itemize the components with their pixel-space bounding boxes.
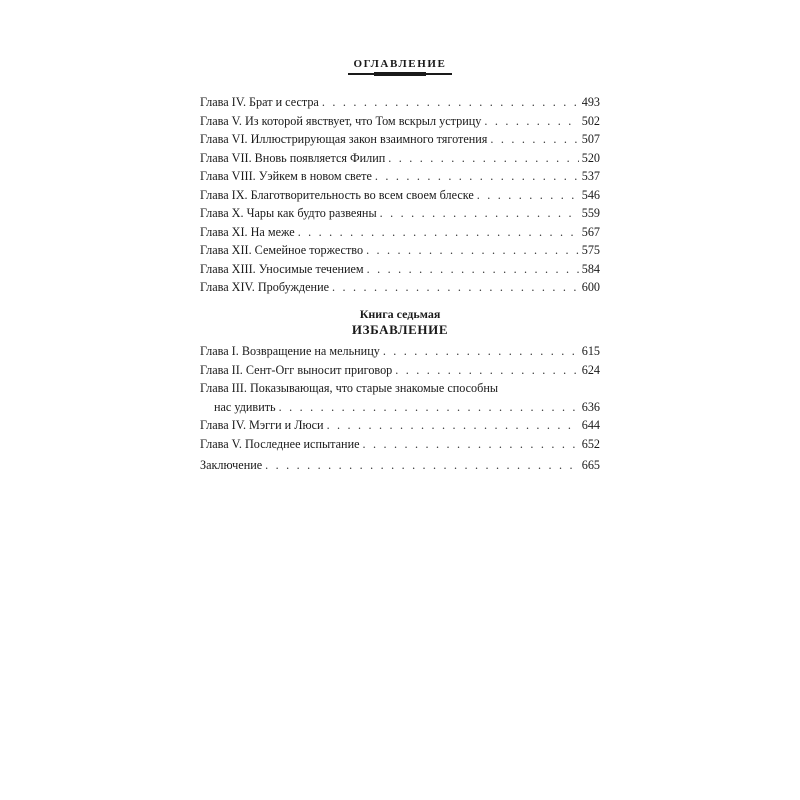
toc-entry-page: 567 xyxy=(581,224,600,239)
leader-dots xyxy=(366,241,579,260)
toc-entry[interactable] xyxy=(200,361,600,380)
toc-entry-page: 665 xyxy=(581,458,600,472)
toc-entry-title: Глава IV. Брат и сестра xyxy=(200,95,319,109)
book-label: Книга седьмая xyxy=(359,307,441,321)
toc-entry[interactable] xyxy=(200,149,600,168)
toc-entry-page: 546 xyxy=(581,187,600,202)
book-title: ИЗБАВЛЕНИЕ xyxy=(351,322,449,337)
toc-entry[interactable] xyxy=(200,130,600,149)
toc-entry[interactable] xyxy=(200,260,600,279)
toc-entry[interactable] xyxy=(200,435,600,454)
leader-dots xyxy=(395,361,578,380)
toc-entry-title: Глава II. Сент-Огг выносит приговор xyxy=(200,362,393,377)
toc-entry-title: Глава VII. Вновь появляется Филип xyxy=(200,150,386,165)
toc-entry[interactable] xyxy=(200,112,600,131)
toc-entry[interactable] xyxy=(200,204,600,223)
toc-entry-conclusion[interactable] xyxy=(200,456,600,475)
toc-entry-title: Заключение xyxy=(200,458,263,472)
toc-entry-page: 624 xyxy=(581,362,600,377)
toc-entry-title: Глава IV. Мэгги и Люси xyxy=(200,418,324,432)
toc-entry-page: 493 xyxy=(581,95,600,109)
toc-entry-title: Глава V. Последнее испытание xyxy=(200,436,360,451)
toc-entry-title: Глава XI. На меже xyxy=(200,224,295,239)
toc-entry-page: 615 xyxy=(581,344,600,358)
leader-dots xyxy=(322,93,579,112)
leader-dots xyxy=(383,342,579,361)
toc-list-book7 xyxy=(200,342,600,453)
leader-dots xyxy=(484,112,578,131)
toc-entry[interactable] xyxy=(200,223,600,242)
leader-dots xyxy=(388,149,578,168)
toc-entry[interactable] xyxy=(200,416,600,435)
toc-entry-title: Глава IX. Благотворительность во всем своем блеске xyxy=(200,187,474,202)
toc-entry-title: Глава III. Показывающая, что старые знакомые способны xyxy=(200,381,499,395)
running-head: ОГЛАВЛЕНИЕ xyxy=(353,58,447,70)
toc-entry-page: 507 xyxy=(581,132,600,146)
head-rule-ornament xyxy=(374,72,426,76)
toc-entry[interactable] xyxy=(200,241,600,260)
leader-dots xyxy=(265,456,579,475)
toc-entry-page: 502 xyxy=(581,113,600,128)
toc-entry-page: 652 xyxy=(581,436,600,451)
toc-entry-title: Глава I. Возвращение на мельницу xyxy=(200,344,380,358)
toc-entry-page: 520 xyxy=(581,150,600,165)
toc-entry-title: Глава XIII. Уносимые течением xyxy=(200,261,364,276)
toc-entry-title: Глава XII. Семейное торжество xyxy=(200,243,364,257)
book-heading xyxy=(0,306,800,338)
toc-entry[interactable] xyxy=(200,379,600,416)
toc-entry[interactable] xyxy=(200,186,600,205)
leader-dots xyxy=(490,130,578,149)
toc-entry[interactable] xyxy=(200,278,600,297)
toc-entry-title: Глава VI. Иллюстрирующая закон взаимного тяготения xyxy=(200,132,488,146)
toc-entry[interactable] xyxy=(200,93,600,112)
toc-entry-title: Глава V. Из которой явствует, что Том вскрыл устрицу xyxy=(200,113,482,128)
leader-dots xyxy=(367,260,579,279)
leader-dots xyxy=(380,204,579,223)
toc-entry-title-continued: нас удивить xyxy=(214,399,276,414)
toc-entry-page: 644 xyxy=(581,418,600,432)
toc-entry-page: 559 xyxy=(581,206,600,220)
leader-dots xyxy=(298,223,579,242)
toc-list-conclusion xyxy=(200,456,600,475)
toc-entry-page: 584 xyxy=(581,261,600,276)
leader-dots xyxy=(375,167,579,186)
toc-entry-title: Глава XIV. Пробуждение xyxy=(200,280,329,294)
toc-entry-page: 537 xyxy=(581,169,600,183)
toc-entry-title: Глава X. Чары как будто развеяны xyxy=(200,206,377,220)
leader-dots xyxy=(332,278,579,297)
toc-entry-page: 600 xyxy=(581,280,600,294)
toc-entry-title: Глава VIII. Уэйкем в новом свете xyxy=(200,169,372,183)
leader-dots xyxy=(279,398,579,417)
toc-list-book6 xyxy=(200,93,600,297)
toc-entry-page: 575 xyxy=(581,243,600,257)
toc-entry-continuation xyxy=(200,398,600,417)
leader-dots xyxy=(477,186,579,205)
toc-entry[interactable] xyxy=(200,167,600,186)
toc-entry-page: 636 xyxy=(581,399,600,414)
leader-dots xyxy=(363,435,579,454)
toc-entry[interactable] xyxy=(200,342,600,361)
leader-dots xyxy=(327,416,579,435)
